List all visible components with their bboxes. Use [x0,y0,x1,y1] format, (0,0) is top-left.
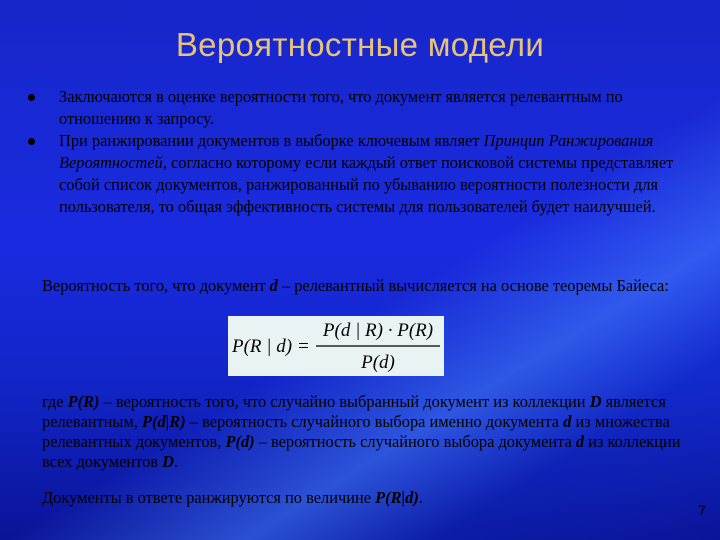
formula-denominator: P(d) [361,352,395,373]
bullet-list [24,86,694,218]
bayes-intro-paragraph: Вероятность того, что документ d – релевантный вычисляется на основе теоремы Байеса: [42,276,669,295]
bayes-formula [228,316,444,376]
bullet-text-end: , согласно которому если каждый ответ поисковой системы представляет собой список документов, ранжированный по убыванию вероятности полезности для пользователя, то общая эффективность системы для пользователей будет наилучшей. [59,153,674,216]
ranking-paragraph: Документы в ответе ранжируются по величине P(R|d). [42,488,423,507]
formula-lhs: P(R | d) = [232,336,310,357]
definitions-paragraph: где P(R) – вероятность того, что случайно выбранный документ из коллекции D является релевантным, P(d|R) – вероятность случайного выбора именно документа d из множества релевантных документов, P(d) – вероятность случайного выбора документа d из коллекции всех документов D. [42,392,681,471]
principle-name: Принцип Ранжирования Вероятностей [59,131,654,172]
bullet-text: Заключаются в оценке вероятности того, что документ является релевантным по отношению к запросу. [59,87,623,128]
bullet-icon [28,138,35,145]
slide-title: Вероятностные модели [175,26,545,63]
document-variable: d [269,276,278,295]
formula-numerator: P(d | R) · P(R) [322,320,434,341]
bullet-item [24,86,694,130]
bullet-text-start: При ранжировании документов в выборке ключевым являет [59,131,484,150]
page-number: 7 [698,502,706,518]
bullet-item [24,130,694,218]
bullet-icon [28,94,35,101]
